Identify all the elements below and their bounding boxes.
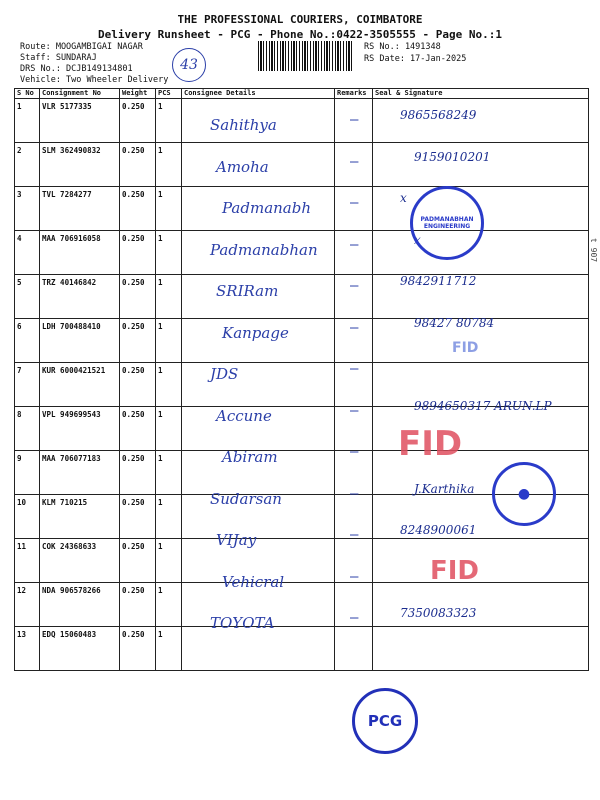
cell-sno: 2 xyxy=(15,143,40,187)
cell-remarks xyxy=(335,627,373,671)
cell-weight: 0.250 xyxy=(120,275,156,319)
handwritten-consignee: Padmanabhan xyxy=(210,240,318,259)
table-row xyxy=(15,275,589,319)
cell-consignment-no: MAA 706077183 xyxy=(40,451,120,495)
handwritten-consignee: Padmanabh xyxy=(222,199,311,217)
cell-pcs: 1 xyxy=(156,363,182,407)
handwritten-signature: 9865568249 xyxy=(400,108,477,122)
cell-consignment-no: COK 24368633 xyxy=(40,539,120,583)
remarks-mark: — xyxy=(350,112,359,128)
cell-pcs: 1 xyxy=(156,143,182,187)
cell-pcs: 1 xyxy=(156,539,182,583)
remarks-mark: — xyxy=(350,236,359,253)
cell-pcs: 1 xyxy=(156,627,182,671)
remarks-mark: — xyxy=(350,444,359,460)
cell-weight: 0.250 xyxy=(120,363,156,407)
padmanabhan-seal: PADMANABHAN ENGINEERING xyxy=(410,186,484,260)
cell-pcs: 1 xyxy=(156,495,182,539)
cell-weight: 0.250 xyxy=(120,583,156,627)
cell-pcs: 1 xyxy=(156,187,182,231)
table-row xyxy=(15,143,589,187)
handwritten-signature: 9159010201 xyxy=(414,149,491,164)
handwritten-consignee: Vehicral xyxy=(222,572,285,591)
barcode xyxy=(258,41,352,71)
cell-consignment-no: NDA 906578266 xyxy=(40,583,120,627)
cell-consignment-no: KUR 6000421521 xyxy=(40,363,120,407)
cell-weight: 0.250 xyxy=(120,627,156,671)
cell-sno: 8 xyxy=(15,407,40,451)
handwritten-consignee: TOYOTA xyxy=(210,614,275,632)
fid-stamp-9: FID xyxy=(398,424,463,464)
cell-pcs: 1 xyxy=(156,275,182,319)
handwritten-signature: J.Karthika xyxy=(414,481,475,496)
remarks-mark: — xyxy=(350,402,359,419)
remarks-mark: — xyxy=(350,527,359,543)
cell-consignee xyxy=(182,363,335,407)
handwritten-signature: x xyxy=(400,191,407,205)
remarks-mark: — xyxy=(350,278,359,294)
col-remarks: Remarks xyxy=(335,89,373,99)
cell-pcs: 1 xyxy=(156,407,182,451)
cell-consignment-no: VPL 949699543 xyxy=(40,407,120,451)
rs-date-label: RS Date: 17-Jan-2025 xyxy=(364,54,467,64)
col-consignment: Consignment No xyxy=(40,89,120,99)
cell-weight: 0.250 xyxy=(120,539,156,583)
cell-sno: 12 xyxy=(15,583,40,627)
handwritten-signature: 9894650317 ARUN.LP xyxy=(414,398,552,413)
cell-sno: 13 xyxy=(15,627,40,671)
handwritten-consignee: Abiram xyxy=(222,448,278,466)
table-row xyxy=(15,539,589,583)
cell-consignment-no: SLM 362490832 xyxy=(40,143,120,187)
cell-consignment-no: TVL 7284277 xyxy=(40,187,120,231)
table-row xyxy=(15,627,589,671)
delivery-table xyxy=(14,88,589,671)
handwritten-consignee: Sahithya xyxy=(210,116,277,134)
cell-pcs: 1 xyxy=(156,231,182,275)
cell-seal xyxy=(373,627,589,671)
handwritten-signature: 9842911712 xyxy=(400,274,477,288)
remarks-mark: — xyxy=(350,195,359,211)
cell-pcs: 1 xyxy=(156,583,182,627)
vehicle-label: Vehicle: Two Wheeler Delivery xyxy=(20,75,169,85)
table-header-row xyxy=(15,89,589,99)
cell-sno: 7 xyxy=(15,363,40,407)
fid-stamp-7: FID xyxy=(452,340,479,356)
handwritten-count: 43 xyxy=(172,48,206,82)
table-row xyxy=(15,99,589,143)
col-consignee: Consignee Details xyxy=(182,89,335,99)
cell-consignment-no: TRZ 40146842 xyxy=(40,275,120,319)
table-row xyxy=(15,319,589,363)
cell-consignment-no: EDQ 15060483 xyxy=(40,627,120,671)
remarks-mark: — xyxy=(350,361,359,377)
col-weight: Weight xyxy=(120,89,156,99)
cell-weight: 0.250 xyxy=(120,407,156,451)
cell-weight: 0.250 xyxy=(120,99,156,143)
handwritten-consignee: Amoha xyxy=(216,157,269,176)
cell-weight: 0.250 xyxy=(120,143,156,187)
pcg-stamp: PCG xyxy=(352,688,418,754)
remarks-mark: — xyxy=(350,485,359,502)
cell-seal xyxy=(373,539,589,583)
drs-label: DRS No.: DCJB149134801 xyxy=(20,64,133,74)
fid-stamp-12: FID xyxy=(430,556,480,586)
runsheet-subtitle: Delivery Runsheet - PCG - Phone No.:0422-3505555 - Page No.:1 xyxy=(98,28,502,41)
remarks-mark: — xyxy=(350,610,359,626)
cell-sno: 5 xyxy=(15,275,40,319)
cell-weight: 0.250 xyxy=(120,319,156,363)
remarks-mark: — xyxy=(350,319,359,336)
cell-sno: 10 xyxy=(15,495,40,539)
round-seal-10 xyxy=(492,462,556,526)
handwritten-signature: 8248900061 xyxy=(400,523,477,537)
handwritten-consignee: JDS xyxy=(210,365,239,383)
cell-weight: 0.250 xyxy=(120,231,156,275)
route-label: Route: MOOGAMBIGAI NAGAR xyxy=(20,42,143,52)
cell-weight: 0.250 xyxy=(120,495,156,539)
handwritten-consignee: Kanpage xyxy=(222,323,289,342)
cell-sno: 3 xyxy=(15,187,40,231)
handwritten-signature: 7350083323 xyxy=(400,606,477,620)
cell-consignment-no: VLR 5177335 xyxy=(40,99,120,143)
seal-lock-icon: ● xyxy=(517,486,531,502)
remarks-mark: — xyxy=(350,153,359,170)
cell-pcs: 1 xyxy=(156,451,182,495)
cell-pcs: 1 xyxy=(156,319,182,363)
col-pcs: PCS xyxy=(156,89,182,99)
handwritten-consignee: Sudarsan xyxy=(210,489,282,508)
cell-consignment-no: KLM 710215 xyxy=(40,495,120,539)
cell-weight: 0.250 xyxy=(120,451,156,495)
cell-consignee xyxy=(182,627,335,671)
cell-sno: 11 xyxy=(15,539,40,583)
handwritten-signature: 98427 80784 xyxy=(414,315,495,330)
handwritten-consignee: Accune xyxy=(216,406,272,425)
staff-label: Staff: SUNDARAJ xyxy=(20,53,97,63)
handwritten-consignee: SRIRam xyxy=(216,282,279,300)
cell-consignment-no: LDH 700488410 xyxy=(40,319,120,363)
cell-pcs: 1 xyxy=(156,99,182,143)
cell-weight: 0.250 xyxy=(120,187,156,231)
company-title: THE PROFESSIONAL COURIERS, COIMBATORE xyxy=(177,13,423,26)
cell-sno: 1 xyxy=(15,99,40,143)
col-sno: S No xyxy=(15,89,40,99)
remarks-mark: — xyxy=(350,568,359,585)
cell-sno: 9 xyxy=(15,451,40,495)
cell-consignment-no: MAA 706916058 xyxy=(40,231,120,275)
cell-sno: 6 xyxy=(15,319,40,363)
rs-no-label: RS No.: 1491348 xyxy=(364,42,441,52)
table-row xyxy=(15,583,589,627)
col-seal-signature: Seal & Signature xyxy=(373,89,589,99)
side-note: t 907 xyxy=(589,238,598,263)
cell-sno: 4 xyxy=(15,231,40,275)
table-row xyxy=(15,407,589,451)
handwritten-signature: x xyxy=(414,232,421,247)
handwritten-consignee: VIJay xyxy=(216,531,257,549)
